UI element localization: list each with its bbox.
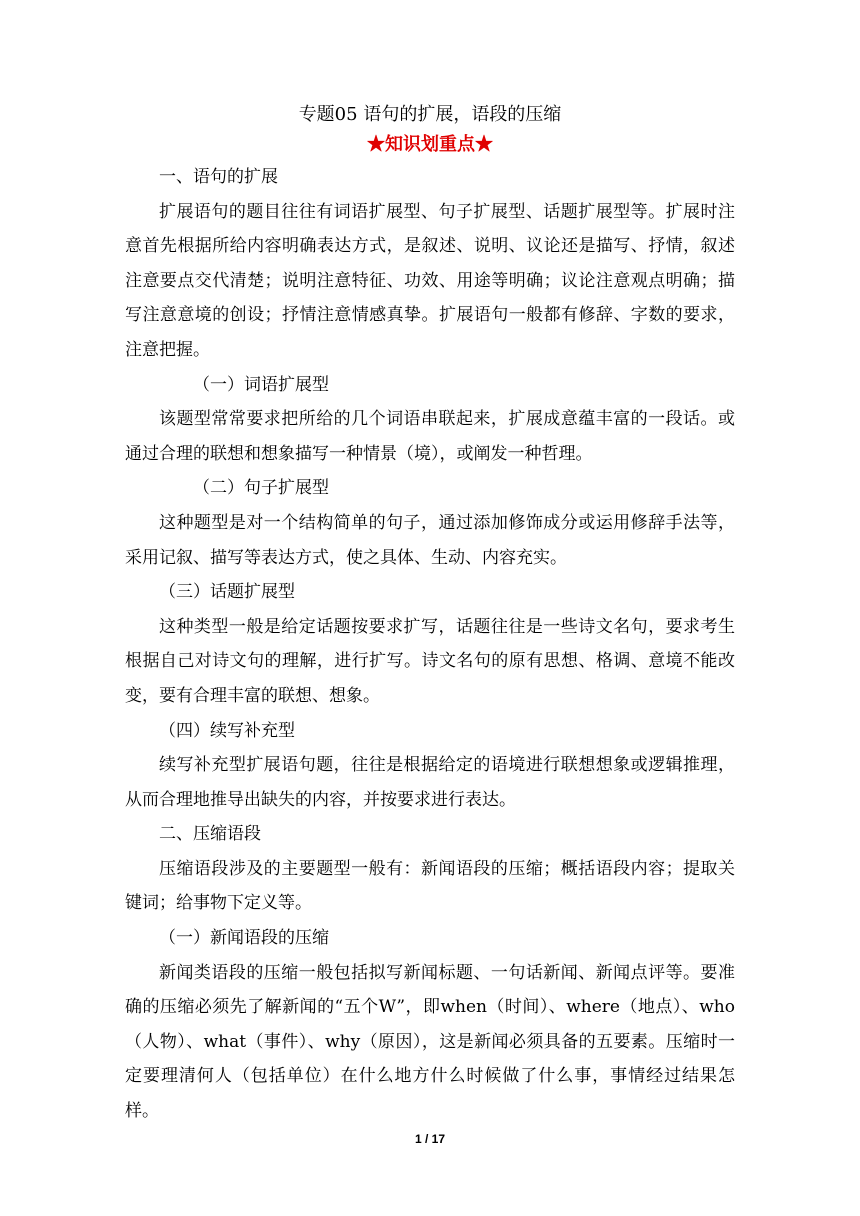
page-content xyxy=(125,100,735,1129)
paragraph-topic-expansion: 这种类型一般是给定话题按要求扩写，话题往往是一些诗文名句，要求考生根据自己对诗文句的理解，进行扩写。诗文名句的原有思想、格调、意境不能改变，要有合理丰富的联想、想象。 xyxy=(125,616,735,706)
section-banner: ★知识划重点★ xyxy=(367,134,493,155)
paragraph-continuation: 续写补充型扩展语句题，往往是根据给定的语境进行联想想象或逻辑推理，从而合理地推导出缺失的内容，并按要求进行表达。 xyxy=(125,755,735,810)
paragraph-compression-intro: 压缩语段涉及的主要题型一般有：新闻语段的压缩；概括语段内容；提取关键词；给事物下定义等。 xyxy=(125,858,735,914)
subheading-word-expansion: （一）词语扩展型 xyxy=(193,374,329,395)
paragraph-sentence-expansion: 这种题型是对一个结构简单的句子，通过添加修饰成分或运用修辞手法等，采用记叙、描写等表达方式，使之具体、生动、内容充实。 xyxy=(125,512,735,568)
subheading-sentence-expansion: （二）句子扩展型 xyxy=(193,478,329,499)
subheading-continuation: （四）续写补充型 xyxy=(159,720,295,741)
paragraph-word-expansion: 该题型常常要求把所给的几个词语串联起来，扩展成意蕴丰富的一段话。或通过合理的联想和想象描写一种情景（境），或阐发一种哲理。 xyxy=(125,409,735,464)
paragraph-expansion-intro: 扩展语句的题目往往有词语扩展型、句子扩展型、话题扩展型等。扩展时注意首先根据所给内容明确表达方式，是叙述、说明、议论还是描写、抒情，叙述注意要点交代清楚；说明注意特征、功效、用途等明确；议论注意观点明确；描写注意意境的创设；抒情注意情感真挚。扩展语句一般都有修辞、字数的要求，注意把握。 xyxy=(125,201,735,360)
subheading-news-compression: （一）新闻语段的压缩 xyxy=(159,928,329,949)
subheading-topic-expansion: （三）话题扩展型 xyxy=(159,582,295,603)
heading-sentence-expansion: 一、语句的扩展 xyxy=(159,167,278,187)
page-number: 1 / 17 xyxy=(414,1132,446,1146)
heading-compression: 二、压缩语段 xyxy=(159,824,261,845)
paragraph-news-compression: 新闻类语段的压缩一般包括拟写新闻标题、一句话新闻、新闻点评等。要准确的压缩必须先了解新闻的“五个W”，即when（时间）、where（地点）、who（人物）、what（事件）、why（原因），这是新闻必须具备的五要素。压缩时一定要理清何人（包括单位）在什么地方什么时候做了什么事，事情经过结果怎样。 xyxy=(125,962,735,1122)
document-title: 专题05 语句的扩展，语段的压缩 xyxy=(298,104,562,125)
